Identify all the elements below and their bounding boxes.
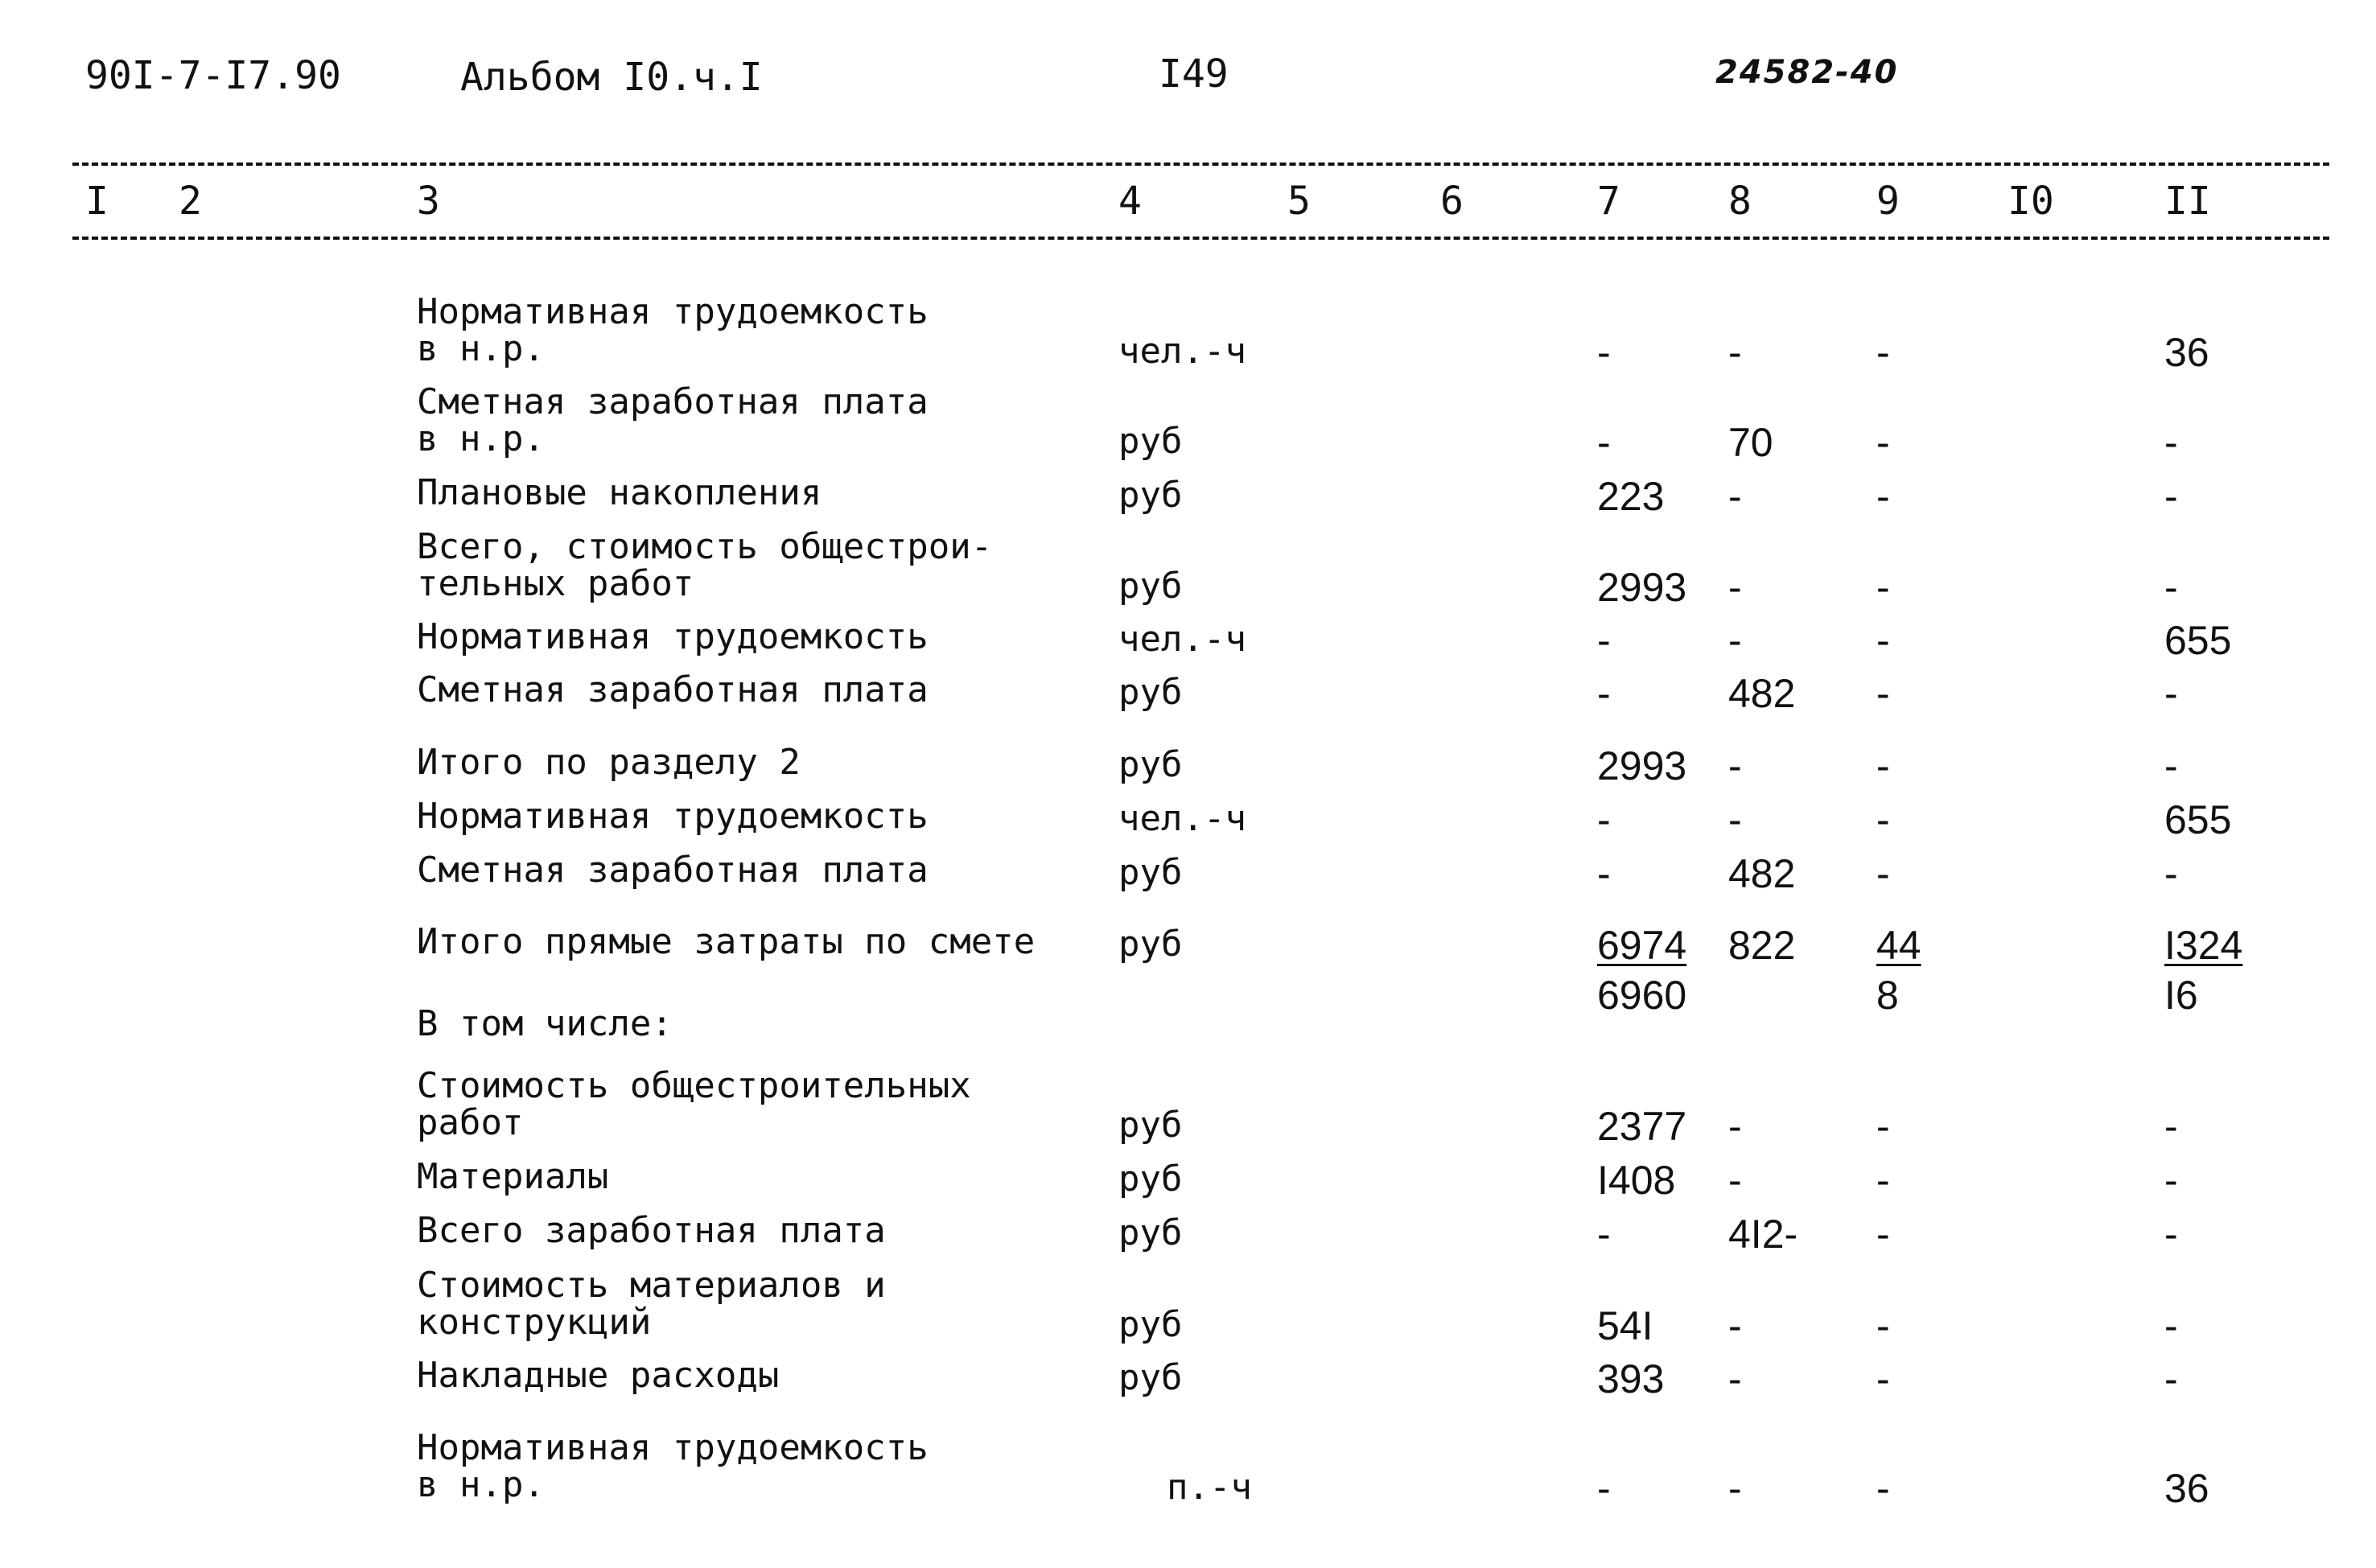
- row-label: [417, 669, 929, 710]
- cell-col-9: [1876, 920, 1921, 1020]
- cell-value-col-11: -: [2164, 743, 2178, 788]
- document-code: 90I-7-I7.90: [85, 53, 341, 98]
- cell-col-9: [1876, 669, 1890, 718]
- cell-col-7: [1597, 795, 1611, 845]
- cell-col-9: [1876, 327, 1890, 377]
- row-label-line: Плановые накопления: [417, 472, 822, 513]
- row-label-line: Сметная заработная плата: [417, 850, 929, 891]
- page-number: I49: [1159, 51, 1229, 97]
- cell-value-col-7: 223: [1597, 474, 1665, 519]
- header-bottom-rule: [72, 237, 2329, 240]
- cell-value-col-11: 36: [2164, 1466, 2209, 1511]
- row-label: [417, 472, 822, 513]
- cell-col-11: [2164, 562, 2178, 612]
- cell-value-col-8: 482: [1728, 851, 1796, 896]
- row-unit: п.-ч: [1167, 1467, 1252, 1508]
- cell-value-col-11: 655: [2164, 797, 2232, 842]
- cell-col-7: [1597, 418, 1611, 467]
- cell-value-col-8: -: [1728, 474, 1742, 519]
- cell-value-col-7: 54I: [1597, 1303, 1653, 1348]
- cell-value-col-9: -: [1876, 330, 1890, 375]
- cell-col-9: [1876, 418, 1890, 467]
- cell-col-11: [2164, 795, 2231, 845]
- cell-col-8: [1728, 1463, 1742, 1513]
- cell-col-8: [1728, 1209, 1797, 1259]
- cell-value-col-7: 393: [1597, 1356, 1665, 1401]
- cell-value-col-8: -: [1728, 330, 1742, 375]
- row-label: [417, 616, 929, 657]
- cell-col-7: [1597, 1463, 1611, 1513]
- cell-col-7: [1597, 471, 1664, 521]
- cell-col-7: [1597, 849, 1611, 899]
- row-label-line: Сметная заработная плата: [417, 381, 929, 422]
- cell-value-col-9: -: [1876, 618, 1890, 663]
- column-number-4: 4: [1118, 179, 1142, 224]
- column-number-11: II: [2164, 179, 2211, 224]
- cell-col-8: [1728, 795, 1742, 845]
- cell-value-col-11: -: [2164, 1158, 2178, 1203]
- row-label: [417, 1267, 886, 1341]
- row-unit: руб: [1118, 744, 1183, 785]
- row-label: [417, 1212, 886, 1249]
- cell-value-col-7: -: [1597, 420, 1611, 465]
- cell-value-col-8: -: [1728, 618, 1742, 663]
- cell-value-col-7: 2377: [1597, 1104, 1687, 1149]
- cell-value-col-8: -: [1728, 1158, 1742, 1203]
- cell-col-11: [2164, 741, 2178, 791]
- cell-col-7: [1597, 615, 1611, 665]
- cell-col-8: [1728, 1101, 1742, 1151]
- cell-value-col-9: -: [1876, 565, 1890, 610]
- row-unit: руб: [1118, 1159, 1183, 1200]
- row-unit: чел.-ч: [1118, 798, 1246, 839]
- column-number-6: 6: [1440, 179, 1464, 224]
- column-number-8: 8: [1728, 179, 1752, 224]
- row-label-line: Всего, стоимость общестрои-: [417, 526, 993, 567]
- cell-col-11: [2164, 1301, 2178, 1351]
- cell-subvalue-col-11: I6: [2164, 973, 2198, 1018]
- cell-value-col-8: -: [1728, 1104, 1742, 1149]
- row-unit: руб: [1118, 852, 1183, 893]
- cell-value-col-8: -: [1728, 1303, 1742, 1348]
- row-label-line: Нормативная трудоемкость: [417, 616, 929, 657]
- row-label-line: Итого по разделу 2: [417, 742, 801, 783]
- row-label-continuation: работ: [417, 1102, 524, 1143]
- cell-value-col-9: -: [1876, 797, 1890, 842]
- cell-value-col-11: -: [2164, 1356, 2178, 1401]
- cell-col-9: [1876, 1463, 1890, 1513]
- cell-value-col-8: -: [1728, 797, 1742, 842]
- column-number-2: 2: [179, 179, 202, 224]
- cell-value-col-9: -: [1876, 1356, 1890, 1401]
- cell-col-11: [2164, 327, 2209, 377]
- row-unit: руб: [1118, 475, 1183, 516]
- cell-value-col-11: 655: [2164, 618, 2232, 663]
- cell-value-col-9: -: [1876, 1466, 1890, 1511]
- row-unit: руб: [1118, 1357, 1183, 1398]
- row-label-continuation: в н.р.: [417, 418, 545, 459]
- row-label: [417, 291, 929, 369]
- cell-value-col-7: -: [1597, 671, 1611, 716]
- row-unit: чел.-ч: [1118, 619, 1246, 660]
- cell-col-7: [1597, 1301, 1653, 1351]
- row-unit: руб: [1118, 1212, 1183, 1253]
- row-label: [417, 1003, 673, 1044]
- row-label: [417, 798, 929, 835]
- row-label-line: Нормативная трудоемкость: [417, 291, 929, 332]
- row-unit: руб: [1118, 672, 1183, 713]
- cell-col-11: [2164, 1155, 2178, 1205]
- column-number-3: 3: [417, 179, 440, 224]
- cell-value-col-11: 36: [2164, 330, 2209, 375]
- cell-col-9: [1876, 741, 1890, 791]
- cell-col-9: [1876, 849, 1890, 899]
- row-unit: руб: [1118, 421, 1183, 462]
- inventory-number: 24582-40: [1715, 54, 1899, 91]
- cell-value-col-7: 2993: [1597, 743, 1687, 788]
- cell-col-8: [1728, 562, 1742, 612]
- cell-col-7: [1597, 327, 1611, 377]
- cell-col-8: [1728, 471, 1742, 521]
- cell-value-col-8: -: [1728, 565, 1742, 610]
- cell-col-11: [2164, 418, 2178, 467]
- cell-value-col-7: -: [1597, 797, 1611, 842]
- row-label-line: В том числе:: [417, 1003, 673, 1044]
- cell-value-col-8: -: [1728, 1466, 1742, 1511]
- row-label: [417, 1427, 929, 1505]
- cell-value-col-8: 822: [1728, 923, 1796, 968]
- row-label: [417, 1357, 779, 1394]
- row-unit: руб: [1118, 1304, 1183, 1345]
- cell-value-col-7: 6974: [1597, 923, 1687, 968]
- cell-subvalue-col-7: 6960: [1597, 973, 1687, 1018]
- cell-value-col-11: -: [2164, 1104, 2178, 1149]
- cell-col-7: [1597, 669, 1611, 718]
- cell-value-col-8: -: [1728, 1356, 1742, 1401]
- cell-col-8: [1728, 1155, 1742, 1205]
- cell-value-col-11: -: [2164, 1303, 2178, 1348]
- cell-col-11: [2164, 1209, 2178, 1259]
- cell-value-col-9: -: [1876, 1158, 1890, 1203]
- cell-col-11: [2164, 920, 2242, 1020]
- cell-value-col-7: -: [1597, 1212, 1611, 1257]
- cell-col-7: [1597, 1209, 1611, 1259]
- cell-value-col-9: -: [1876, 671, 1890, 716]
- cell-col-8: [1728, 669, 1795, 718]
- cell-col-9: [1876, 1301, 1890, 1351]
- cell-value-col-8: 482: [1728, 671, 1796, 716]
- row-label-line: Всего заработная плата: [417, 1210, 886, 1251]
- row-label: [417, 921, 1036, 962]
- cell-col-9: [1876, 1155, 1890, 1205]
- cell-value-col-9: -: [1876, 743, 1890, 788]
- row-label: [417, 526, 993, 604]
- row-unit: руб: [1118, 924, 1183, 965]
- row-label: [417, 381, 929, 459]
- row-label-line: Итого прямые затраты по смете: [417, 921, 1036, 962]
- cell-col-8: [1728, 327, 1742, 377]
- cell-col-11: [2164, 615, 2231, 665]
- row-label-line: Стоимость общестроительных: [417, 1065, 971, 1106]
- cell-value-col-7: -: [1597, 618, 1611, 663]
- column-number-1: I: [85, 179, 109, 224]
- album-reference: Альбом I0.ч.I: [460, 55, 763, 100]
- cell-col-8: [1728, 1354, 1742, 1404]
- cell-value-col-7: I408: [1597, 1158, 1676, 1203]
- cell-col-8: [1728, 1301, 1742, 1351]
- row-label-line: Сметная заработная плата: [417, 669, 929, 710]
- cell-value-col-9: -: [1876, 1212, 1890, 1257]
- cell-value-col-11: -: [2164, 1212, 2178, 1257]
- cell-value-col-11: -: [2164, 420, 2178, 465]
- cell-col-9: [1876, 562, 1890, 612]
- cell-col-8: [1728, 615, 1742, 665]
- cell-col-9: [1876, 471, 1890, 521]
- row-unit: чел.-ч: [1118, 331, 1246, 372]
- cell-value-col-9: -: [1876, 851, 1890, 896]
- cell-col-8: [1728, 920, 1795, 970]
- row-label-line: Материалы: [417, 1156, 609, 1197]
- cell-col-7: [1597, 1155, 1675, 1205]
- cell-value-col-7: 2993: [1597, 565, 1687, 610]
- cell-col-9: [1876, 1101, 1890, 1151]
- cell-value-col-9: -: [1876, 1303, 1890, 1348]
- cell-value-col-7: -: [1597, 851, 1611, 896]
- column-number-10: I0: [2007, 179, 2054, 224]
- cell-value-col-8: 70: [1728, 420, 1773, 465]
- row-label-continuation: в н.р.: [417, 328, 545, 369]
- cell-value-col-11: -: [2164, 851, 2178, 896]
- row-label: [417, 744, 801, 781]
- row-unit: руб: [1118, 566, 1183, 607]
- row-label-line: Нормативная трудоемкость: [417, 796, 929, 837]
- cell-col-9: [1876, 1354, 1890, 1404]
- row-label-continuation: конструкций: [417, 1302, 652, 1343]
- cell-value-col-9: -: [1876, 420, 1890, 465]
- cell-value-col-11: -: [2164, 671, 2178, 716]
- row-label: [417, 1156, 609, 1197]
- row-unit: руб: [1118, 1105, 1183, 1146]
- row-label-continuation: в н.р.: [417, 1464, 545, 1505]
- row-label-line: Накладные расходы: [417, 1355, 780, 1396]
- cell-col-11: [2164, 1354, 2178, 1404]
- cell-col-9: [1876, 1209, 1890, 1259]
- cell-value-col-11: -: [2164, 565, 2178, 610]
- cell-col-8: [1728, 418, 1773, 467]
- cell-value-col-9: -: [1876, 474, 1890, 519]
- cell-col-7: [1597, 562, 1686, 612]
- cell-col-7: [1597, 1354, 1664, 1404]
- cell-value-col-11: I324: [2164, 923, 2243, 968]
- cell-value-col-7: -: [1597, 1466, 1611, 1511]
- header-top-rule: [72, 163, 2329, 166]
- cell-col-11: [2164, 669, 2178, 718]
- row-label-line: Нормативная трудоемкость: [417, 1427, 929, 1468]
- cell-col-7: [1597, 920, 1686, 1020]
- cell-col-9: [1876, 615, 1890, 665]
- cell-value-col-8: -: [1728, 743, 1742, 788]
- cell-col-8: [1728, 849, 1795, 899]
- cell-col-8: [1728, 741, 1742, 791]
- cell-col-7: [1597, 741, 1686, 791]
- cell-value-col-7: -: [1597, 330, 1611, 375]
- row-label-continuation: тельных работ: [417, 563, 694, 604]
- cell-value-col-9: 44: [1876, 923, 1921, 968]
- column-number-7: 7: [1597, 179, 1620, 224]
- row-label: [417, 852, 929, 889]
- cell-col-11: [2164, 849, 2178, 899]
- cell-value-col-8: 4I2-: [1728, 1212, 1798, 1257]
- cell-value-col-11: -: [2164, 474, 2178, 519]
- cell-col-7: [1597, 1101, 1686, 1151]
- column-number-9: 9: [1876, 179, 1900, 224]
- cell-col-11: [2164, 1463, 2209, 1513]
- cell-subvalue-col-9: 8: [1876, 973, 1899, 1018]
- cell-col-11: [2164, 1101, 2178, 1151]
- column-number-5: 5: [1287, 179, 1311, 224]
- cell-value-col-9: -: [1876, 1104, 1890, 1149]
- row-label: [417, 1065, 971, 1143]
- cell-col-9: [1876, 795, 1890, 845]
- cell-col-11: [2164, 471, 2178, 521]
- row-label-line: Стоимость материалов и: [417, 1265, 886, 1306]
